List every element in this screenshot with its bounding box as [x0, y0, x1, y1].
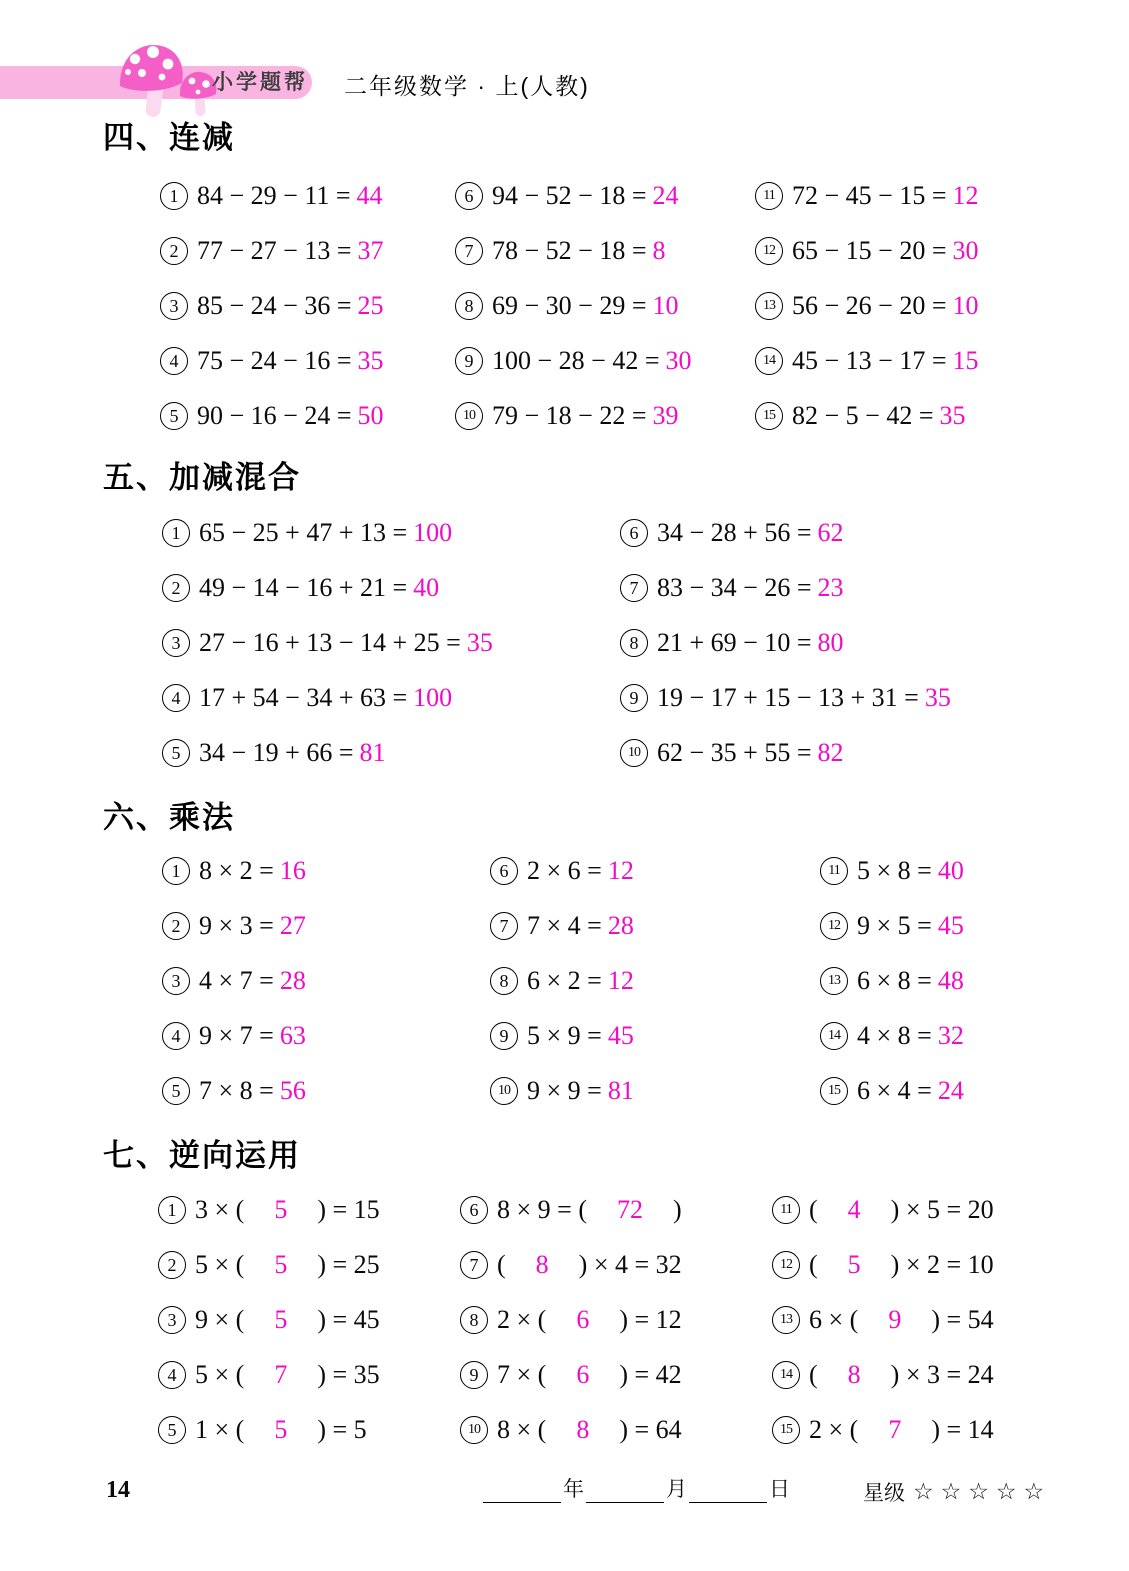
problem-answer: 39	[652, 400, 679, 430]
problem-number: 10	[460, 1416, 488, 1444]
problem-answer: 7	[888, 1414, 902, 1444]
problem-expression: 19 − 17 + 15 − 13 + 31 =	[657, 682, 919, 712]
problem-row	[820, 1063, 964, 1118]
problem-number: 5	[162, 1077, 190, 1105]
problem-row	[772, 1347, 994, 1402]
month-label: 月	[666, 1478, 687, 1501]
problem-expression: 65 − 15 − 20 =	[792, 235, 947, 265]
problem-expression: 4 × 7 =	[199, 965, 274, 995]
problem-number: 10	[490, 1077, 518, 1105]
problem-number: 5	[162, 739, 190, 767]
problem-row	[490, 843, 820, 898]
problem-answer: 12	[607, 855, 634, 885]
problem-row	[755, 278, 979, 333]
problem-expression: 5 × 9 =	[527, 1020, 602, 1050]
problem-number: 14	[820, 1022, 848, 1050]
problem-row	[490, 1063, 820, 1118]
problem-number: 13	[755, 292, 783, 320]
problem-row	[820, 1008, 964, 1063]
problem-expression: 82 − 5 − 42 =	[792, 400, 934, 430]
problem-number: 11	[755, 182, 783, 210]
problem-number: 15	[755, 402, 783, 430]
problem-expression: 21 + 69 − 10 =	[657, 627, 812, 657]
problem-expression: 79 − 18 − 22 =	[492, 400, 647, 430]
problem-expression: 4 × 8 =	[857, 1020, 932, 1050]
problem-answer: 8	[535, 1249, 549, 1279]
problem-expression: 3 × (	[195, 1194, 245, 1224]
problem-row	[460, 1182, 772, 1237]
problem-answer: 50	[357, 400, 384, 430]
problem-grid	[162, 505, 951, 780]
section-title: 七、逆向运用	[103, 1138, 301, 1173]
star-rating-label: 星级	[863, 1482, 905, 1505]
problem-expression-tail: ) = 12	[619, 1304, 682, 1334]
problem-number: 7	[455, 237, 483, 265]
problem-answer: 35	[924, 682, 951, 712]
problem-answer: 16	[279, 855, 306, 885]
problem-answer: 25	[357, 290, 384, 320]
problem-expression: 6 × (	[809, 1304, 859, 1334]
problem-answer: 32	[937, 1020, 964, 1050]
problem-row	[620, 505, 951, 560]
problem-row	[455, 168, 755, 223]
problem-expression: 34 − 19 + 66 =	[199, 737, 354, 767]
problem-answer: 44	[356, 180, 383, 210]
problem-answer: 10	[652, 290, 679, 320]
problem-answer: 28	[607, 910, 634, 940]
problem-number: 8	[490, 967, 518, 995]
problem-answer: 27	[279, 910, 306, 940]
problem-answer: 30	[952, 235, 979, 265]
problem-expression-tail: )	[672, 1194, 682, 1224]
problem-expression: 8 × 2 =	[199, 855, 274, 885]
problem-answer: 9	[888, 1304, 902, 1334]
problem-number: 7	[620, 574, 648, 602]
problem-expression-tail: ) = 42	[619, 1359, 682, 1389]
problem-number: 15	[820, 1077, 848, 1105]
problem-row	[460, 1402, 772, 1457]
problem-expression: 75 − 24 − 16 =	[197, 345, 352, 375]
problem-answer: 72	[616, 1194, 643, 1224]
day-blank	[689, 1478, 767, 1503]
problem-expression: 6 × 8 =	[857, 965, 932, 995]
problem-row	[162, 505, 620, 560]
problem-number: 3	[162, 629, 190, 657]
problem-expression: 84 − 29 − 11 =	[197, 180, 351, 210]
problem-answer: 8	[652, 235, 666, 265]
problem-number: 8	[455, 292, 483, 320]
problem-expression: 65 − 25 + 47 + 13 =	[199, 517, 408, 547]
problem-number: 2	[160, 237, 188, 265]
problem-answer: 81	[359, 737, 386, 767]
problem-number: 14	[755, 347, 783, 375]
problem-answer: 81	[607, 1075, 634, 1105]
problem-expression-tail: ) = 54	[931, 1304, 994, 1334]
problem-number: 5	[160, 402, 188, 430]
problem-number: 10	[455, 402, 483, 430]
date-line	[483, 1477, 792, 1503]
problem-row	[455, 388, 755, 443]
problem-number: 5	[158, 1416, 186, 1444]
problem-answer: 5	[274, 1249, 288, 1279]
problem-answer: 63	[279, 1020, 306, 1050]
problem-answer: 8	[847, 1359, 861, 1389]
problem-row	[755, 168, 979, 223]
problem-expression: 69 − 30 − 29 =	[492, 290, 647, 320]
year-label: 年	[563, 1478, 584, 1501]
problem-number: 1	[158, 1196, 186, 1224]
problem-answer: 35	[466, 627, 493, 657]
problem-number: 6	[620, 519, 648, 547]
problem-answer: 35	[357, 345, 384, 375]
problem-row	[820, 898, 964, 953]
problem-expression: 45 − 13 − 17 =	[792, 345, 947, 375]
problem-row	[160, 278, 455, 333]
star-rating	[863, 1477, 1051, 1507]
problem-expression: 8 × (	[497, 1414, 547, 1444]
problem-row	[162, 615, 620, 670]
problem-number: 9	[620, 684, 648, 712]
section-title: 五、加减混合	[103, 460, 301, 495]
problem-number: 12	[755, 237, 783, 265]
problem-expression: 27 − 16 + 13 − 14 + 25 =	[199, 627, 461, 657]
problem-number: 3	[158, 1306, 186, 1334]
problem-row	[162, 1008, 490, 1063]
problem-row	[755, 223, 979, 278]
problem-expression: 2 × (	[809, 1414, 859, 1444]
brand-logo-text: 小学题帮	[212, 71, 308, 94]
problem-expression: 6 × 4 =	[857, 1075, 932, 1105]
problem-answer: 5	[274, 1414, 288, 1444]
problem-answer: 28	[279, 965, 306, 995]
problem-number: 11	[772, 1196, 800, 1224]
problem-expression: 94 − 52 − 18 =	[492, 180, 647, 210]
problem-answer: 6	[576, 1304, 590, 1334]
problem-expression-tail: ) = 64	[619, 1414, 682, 1444]
problem-number: 15	[772, 1416, 800, 1444]
problem-number: 7	[460, 1251, 488, 1279]
problem-number: 14	[772, 1361, 800, 1389]
problem-number: 4	[160, 347, 188, 375]
problem-expression: 1 × (	[195, 1414, 245, 1444]
problem-answer: 37	[357, 235, 384, 265]
problem-expression: 78 − 52 − 18 =	[492, 235, 647, 265]
problem-row	[460, 1237, 772, 1292]
problem-row	[162, 560, 620, 615]
problem-expression: 7 × 8 =	[199, 1075, 274, 1105]
problem-number: 13	[772, 1306, 800, 1334]
problem-number: 1	[162, 857, 190, 885]
problem-number: 7	[490, 912, 518, 940]
problem-expression: (	[809, 1249, 818, 1279]
problem-expression: 56 − 26 − 20 =	[792, 290, 947, 320]
problem-grid	[158, 1182, 994, 1457]
problem-row	[455, 278, 755, 333]
problem-row	[490, 1008, 820, 1063]
problem-expression: 62 − 35 + 55 =	[657, 737, 812, 767]
problem-answer: 15	[952, 345, 979, 375]
problem-number: 4	[158, 1361, 186, 1389]
problem-expression: 17 + 54 − 34 + 63 =	[199, 682, 408, 712]
problem-expression: 49 − 14 − 16 + 21 =	[199, 572, 408, 602]
problem-row	[158, 1347, 460, 1402]
problem-row	[490, 953, 820, 1008]
problem-number: 2	[162, 574, 190, 602]
problem-expression-tail: ) = 25	[317, 1249, 380, 1279]
problem-expression: 72 − 45 − 15 =	[792, 180, 947, 210]
problem-row	[158, 1182, 460, 1237]
problem-expression-tail: ) × 5 = 20	[890, 1194, 994, 1224]
problem-answer: 5	[274, 1304, 288, 1334]
problem-row	[162, 953, 490, 1008]
problem-expression: 90 − 16 − 24 =	[197, 400, 352, 430]
problem-expression: (	[809, 1194, 818, 1224]
problem-expression: 8 × 9 = (	[497, 1194, 587, 1224]
star-icons: ☆☆☆☆☆	[913, 1479, 1052, 1505]
problem-answer: 5	[847, 1249, 861, 1279]
problem-expression-tail: ) = 15	[317, 1194, 380, 1224]
problem-answer: 80	[817, 627, 844, 657]
section-title: 六、乘法	[103, 800, 235, 835]
problem-expression-tail: ) = 14	[931, 1414, 994, 1444]
problem-row	[772, 1292, 994, 1347]
problem-answer: 48	[937, 965, 964, 995]
problem-expression: 5 × (	[195, 1359, 245, 1389]
problem-expression: 9 × 7 =	[199, 1020, 274, 1050]
problem-expression: 100 − 28 − 42 =	[492, 345, 660, 375]
problem-expression: 5 × (	[195, 1249, 245, 1279]
problem-row	[455, 333, 755, 388]
problem-row	[460, 1292, 772, 1347]
problem-row	[160, 388, 455, 443]
problem-number: 8	[620, 629, 648, 657]
problem-answer: 10	[952, 290, 979, 320]
problem-row	[620, 670, 951, 725]
problem-expression: (	[497, 1249, 506, 1279]
problem-answer: 12	[952, 180, 979, 210]
problem-number: 6	[490, 857, 518, 885]
problem-row	[772, 1402, 994, 1457]
problem-number: 9	[455, 347, 483, 375]
problem-row	[755, 388, 979, 443]
problem-expression: 83 − 34 − 26 =	[657, 572, 812, 602]
problem-expression: 34 − 28 + 56 =	[657, 517, 812, 547]
problem-number: 8	[460, 1306, 488, 1334]
problem-expression: 7 × 4 =	[527, 910, 602, 940]
problem-row	[772, 1237, 994, 1292]
problem-row	[158, 1292, 460, 1347]
problem-number: 12	[820, 912, 848, 940]
problem-number: 9	[460, 1361, 488, 1389]
problem-row	[620, 560, 951, 615]
problem-row	[158, 1237, 460, 1292]
problem-answer: 6	[576, 1359, 590, 1389]
problem-answer: 82	[817, 737, 844, 767]
problem-number: 2	[158, 1251, 186, 1279]
problem-number: 6	[460, 1196, 488, 1224]
book-edition-label: 二年级数学 · 上(人教)	[344, 73, 590, 99]
problem-expression-tail: ) × 3 = 24	[890, 1359, 994, 1389]
problem-row	[162, 1063, 490, 1118]
problem-row	[455, 223, 755, 278]
problem-number: 11	[820, 857, 848, 885]
problem-expression: 9 × 5 =	[857, 910, 932, 940]
problem-row	[620, 615, 951, 670]
problem-answer: 45	[607, 1020, 634, 1050]
problem-number: 4	[162, 1022, 190, 1050]
problem-answer: 100	[413, 682, 453, 712]
mushroom-logo-icon	[116, 40, 218, 120]
problem-expression: 85 − 24 − 36 =	[197, 290, 352, 320]
problem-row	[162, 670, 620, 725]
problem-expression-tail: ) = 35	[317, 1359, 380, 1389]
problem-expression: 5 × 8 =	[857, 855, 932, 885]
problem-answer: 45	[937, 910, 964, 940]
problem-expression: 9 × (	[195, 1304, 245, 1334]
problem-row	[160, 168, 455, 223]
problem-row	[820, 953, 964, 1008]
problem-number: 3	[160, 292, 188, 320]
problem-number: 2	[162, 912, 190, 940]
problem-row	[162, 725, 620, 780]
problem-expression: 7 × (	[497, 1359, 547, 1389]
problem-row	[162, 843, 490, 898]
problem-number: 9	[490, 1022, 518, 1050]
problem-answer: 24	[652, 180, 679, 210]
problem-number: 1	[160, 182, 188, 210]
problem-answer: 23	[817, 572, 844, 602]
problem-answer: 12	[607, 965, 634, 995]
problem-row	[820, 843, 964, 898]
problem-expression: 9 × 3 =	[199, 910, 274, 940]
problem-answer: 40	[413, 572, 440, 602]
problem-expression: 9 × 9 =	[527, 1075, 602, 1105]
problem-answer: 24	[937, 1075, 964, 1105]
problem-answer: 7	[274, 1359, 288, 1389]
problem-expression: 2 × 6 =	[527, 855, 602, 885]
problem-row	[160, 333, 455, 388]
problem-answer: 62	[817, 517, 844, 547]
problem-expression-tail: ) × 4 = 32	[578, 1249, 682, 1279]
problem-row	[755, 333, 979, 388]
problem-number: 4	[162, 684, 190, 712]
problem-answer: 30	[665, 345, 692, 375]
problem-row	[160, 223, 455, 278]
problem-expression-tail: ) = 45	[317, 1304, 380, 1334]
problem-row	[772, 1182, 994, 1237]
month-blank	[586, 1478, 664, 1503]
problem-grid	[160, 168, 979, 443]
problem-answer: 56	[279, 1075, 306, 1105]
page-number: 14	[106, 1477, 130, 1503]
problem-answer: 100	[413, 517, 453, 547]
problem-answer: 40	[937, 855, 964, 885]
problem-number: 1	[162, 519, 190, 547]
problem-number: 13	[820, 967, 848, 995]
problem-number: 10	[620, 739, 648, 767]
problem-row	[490, 898, 820, 953]
problem-expression: 77 − 27 − 13 =	[197, 235, 352, 265]
problem-expression: (	[809, 1359, 818, 1389]
problem-answer: 35	[939, 400, 966, 430]
problem-row	[158, 1402, 460, 1457]
problem-answer: 8	[576, 1414, 590, 1444]
year-blank	[483, 1478, 561, 1503]
problem-number: 3	[162, 967, 190, 995]
problem-expression-tail: ) × 2 = 10	[890, 1249, 994, 1279]
problem-answer: 5	[274, 1194, 288, 1224]
problem-row	[620, 725, 951, 780]
problem-expression: 2 × (	[497, 1304, 547, 1334]
problem-expression-tail: ) = 5	[317, 1414, 367, 1444]
day-label: 日	[769, 1478, 790, 1501]
problem-row	[162, 898, 490, 953]
problem-number: 12	[772, 1251, 800, 1279]
section-title: 四、连减	[103, 120, 235, 155]
problem-number: 6	[455, 182, 483, 210]
problem-grid	[162, 843, 964, 1118]
problem-answer: 4	[847, 1194, 861, 1224]
problem-row	[460, 1347, 772, 1402]
problem-expression: 6 × 2 =	[527, 965, 602, 995]
